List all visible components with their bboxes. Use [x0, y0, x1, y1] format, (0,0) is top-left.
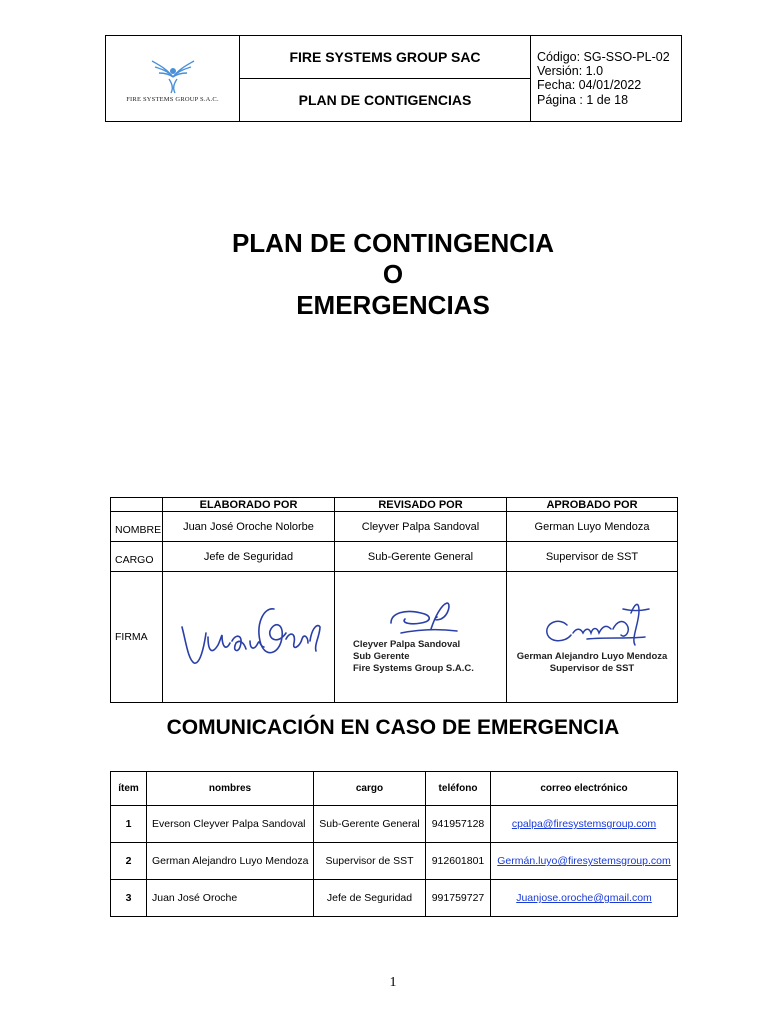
name-aprobado: German Luyo Mendoza	[507, 512, 678, 542]
col-header-cargo: cargo	[314, 772, 426, 806]
handwritten-signature-1	[174, 597, 324, 677]
header-revisado: REVISADO POR	[335, 498, 507, 512]
row-item: 3	[111, 880, 147, 917]
email-link[interactable]: Germán.luyo@firesystemsgroup.com	[497, 855, 671, 867]
row-cargo: Jefe de Seguridad	[314, 880, 426, 917]
row-cargo: Sub-Gerente General	[314, 806, 426, 843]
col-header-item: ítem	[111, 772, 147, 806]
col-header-correo: correo electrónico	[491, 772, 678, 806]
row-item: 1	[111, 806, 147, 843]
row-telefono: 941957128	[426, 806, 491, 843]
row-telefono: 912601801	[426, 843, 491, 880]
version-text: Versión: 1.0	[537, 64, 604, 79]
header-aprobado: APROBADO POR	[507, 498, 678, 512]
signature-aprobado	[507, 572, 678, 703]
title-line-1: PLAN DE CONTINGENCIA	[231, 228, 555, 258]
stamp-revisado-line-3: Fire Systems Group S.A.C.	[353, 663, 474, 674]
cargo-elaborado: Jefe de Seguridad	[163, 542, 335, 572]
fecha-text: Fecha: 04/01/2022	[537, 78, 642, 93]
document-name: PLAN DE CONTIGENCIAS	[298, 92, 472, 108]
row-nombre: German Alejandro Luyo Mendoza	[147, 843, 314, 880]
title-line-2: O	[382, 259, 404, 289]
name-elaborado: Juan José Oroche Nolorbe	[163, 512, 335, 542]
document-control-info	[531, 36, 681, 121]
handwritten-signature-2	[361, 599, 481, 639]
winged-logo-icon	[149, 55, 197, 95]
pagina-text: Página : 1 de 18	[537, 92, 629, 107]
email-link[interactable]: cpalpa@firesystemsgroup.com	[511, 818, 657, 830]
header-elaborado: ELABORADO POR	[163, 498, 335, 512]
label-cargo: CARGO	[111, 542, 163, 572]
stamp-revisado-line-2: Sub Gerente	[353, 651, 410, 662]
row-nombre: Juan José Oroche	[147, 880, 314, 917]
company-logo	[106, 36, 240, 121]
codigo-text: Código: SG-SSO-PL-02	[537, 50, 670, 64]
table-row	[111, 843, 678, 880]
document-header	[105, 35, 682, 122]
stamp-aprobado-line-2: Supervisor de SST	[549, 663, 635, 674]
label-nombre: NOMBRE	[111, 512, 163, 542]
approval-corner-cell	[111, 498, 163, 512]
signature-elaborado	[163, 572, 335, 703]
cargo-revisado: Sub-Gerente General	[335, 542, 507, 572]
title-line-3: EMERGENCIAS	[296, 290, 490, 320]
emergency-contacts-table	[110, 771, 678, 917]
stamp-revisado-line-1: Cleyver Palpa Sandoval	[353, 639, 461, 650]
col-header-telefono: teléfono	[426, 772, 491, 806]
stamp-aprobado-line-1: German Alejandro Luyo Mendoza	[516, 651, 668, 662]
logo-text: FIRE SYSTEMS GROUP S.A.C.	[126, 95, 219, 103]
table-row	[111, 880, 678, 917]
col-header-nombres: nombres	[147, 772, 314, 806]
section-title: COMUNICACIÓN EN CASO DE EMERGENCIA	[166, 716, 620, 739]
row-nombre: Everson Cleyver Palpa Sandoval	[147, 806, 314, 843]
table-row	[111, 806, 678, 843]
page-number: 1	[389, 975, 397, 990]
signature-revisado	[335, 572, 507, 703]
row-telefono: 991759727	[426, 880, 491, 917]
company-name: FIRE SYSTEMS GROUP SAC	[240, 36, 530, 79]
email-link[interactable]: Juanjose.oroche@gmail.com	[516, 892, 652, 904]
row-cargo: Supervisor de SST	[314, 843, 426, 880]
label-firma: FIRMA	[111, 572, 163, 703]
page-title	[0, 228, 768, 321]
cargo-aprobado: Supervisor de SST	[507, 542, 678, 572]
table-header-row	[111, 772, 678, 806]
row-item: 2	[111, 843, 147, 880]
handwritten-signature-3	[527, 599, 657, 651]
name-revisado: Cleyver Palpa Sandoval	[335, 512, 507, 542]
approval-table	[110, 497, 678, 703]
